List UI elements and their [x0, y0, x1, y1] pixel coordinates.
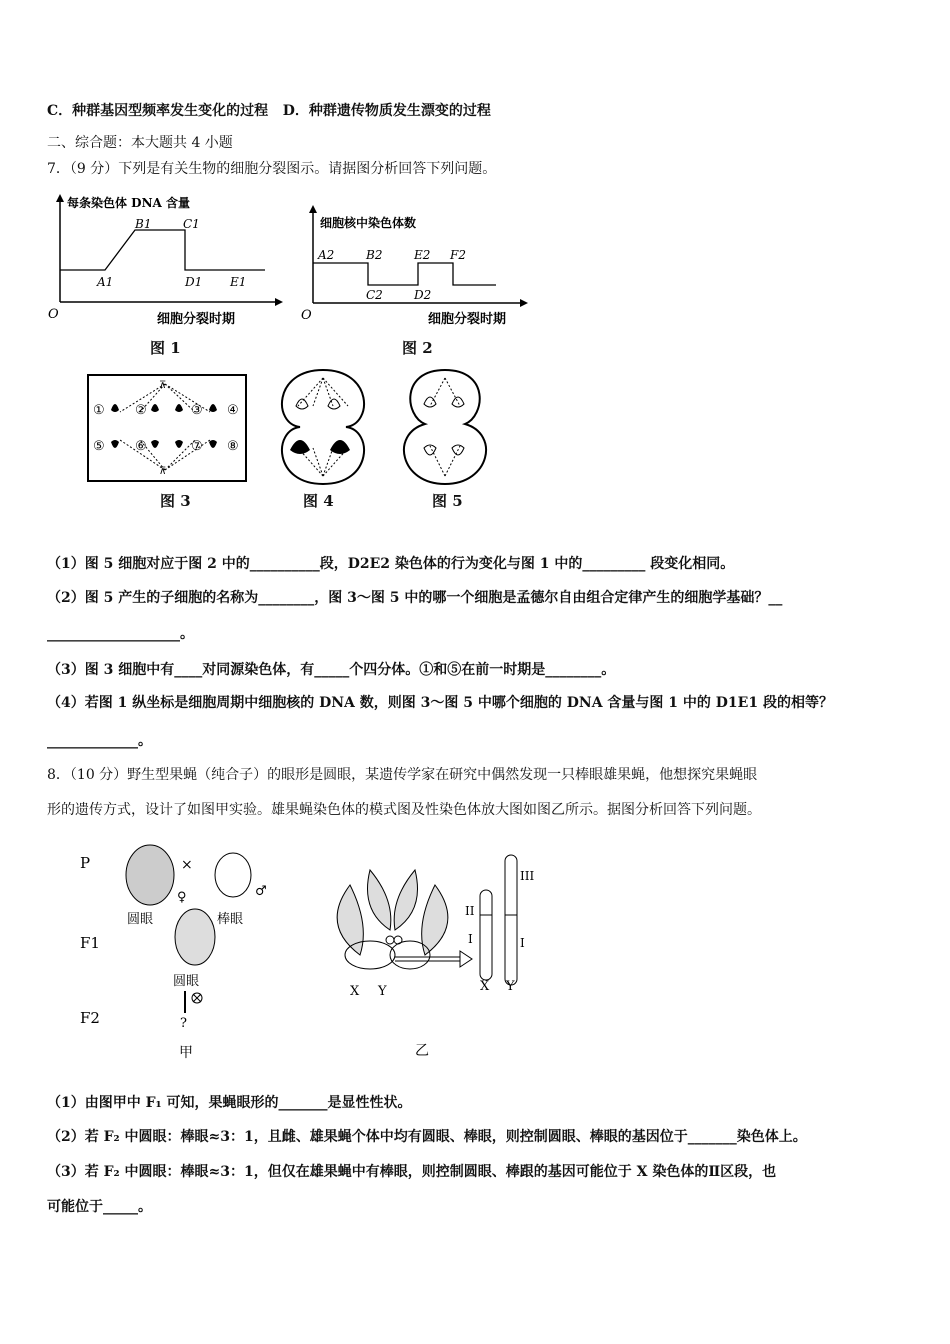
fig1-origin: O: [48, 307, 59, 322]
q8-stem-2: 形的遗传方式，设计了如图甲实验。雄果蝇染色体的模式图及性染色体放大图如图乙所示。据图分析回答下列问题。: [47, 802, 761, 818]
q7-sub4-a: （4）若图 1 纵坐标是细胞周期中细胞核的 DNA 数，则图 3～图 5 中哪个细胞的 DNA 含量与图 1 中的 D1E1 段的相等？: [47, 695, 833, 711]
figure-yi-chromosomes: [310, 845, 550, 1060]
yi-y: Y: [378, 984, 387, 999]
q8-sub2: （2）若 F₂ 中圆眼：棒眼≈3：1，且雌、雄果蝇个体中均有圆眼、棒眼，则控制圆眼、棒眼的基因位于_______染色体上。: [47, 1129, 807, 1145]
fig4-caption: 图 4: [303, 492, 334, 510]
fig1-c1: C1: [183, 217, 200, 231]
q7-sub2-a: （2）图 5 产生的子细胞的名称为________，图 3～图 5 中的哪一个细胞是孟德尔自由组合定律产生的细胞学基础？__: [47, 590, 783, 606]
fig1-xlabel: 细胞分裂时期: [157, 312, 236, 327]
yi-caption: 乙: [415, 1043, 429, 1059]
fig3-n2: ②: [135, 403, 147, 418]
q7-sub4-b: _____________。: [47, 733, 152, 749]
figure-1-graph: [45, 190, 285, 360]
fig3-caption: 图 3: [160, 492, 191, 510]
jia-question: ?: [180, 1016, 187, 1031]
fig3-n8: ⑧: [227, 439, 239, 454]
q8-sub1: （1）由图甲中 F₁ 可知，果蝇眼形的_______是显性性状。: [47, 1095, 412, 1111]
section-heading: 二、综合题：本大题共 4 小题: [47, 135, 233, 151]
q8-stem-1: 8．（10 分）野生型果蝇（纯合子）的眼形是圆眼，某遗传学家在研究中偶然发现一只棒眼雄果蝇，他想探究果蝇眼: [47, 767, 758, 783]
fig1-ylabel: 每条染色体 DNA 含量: [67, 196, 191, 210]
fig1-a1: A1: [97, 275, 114, 289]
fig1-e1: E1: [230, 275, 247, 289]
fig2-b2: B2: [366, 248, 383, 262]
yi-x: X: [350, 984, 360, 999]
jia-f1: F1: [80, 934, 100, 952]
fig2-caption: 图 2: [402, 339, 433, 357]
jia-bar: 棒眼: [217, 912, 244, 927]
jia-cross: ×: [181, 857, 193, 873]
fig3-n5: ⑤: [93, 439, 105, 454]
fig3-n1: ①: [93, 403, 105, 418]
yi-y2: Y: [506, 979, 515, 994]
q6-options: [47, 101, 491, 121]
jia-round: 圆眼: [127, 912, 154, 927]
figure-3-cell: [85, 372, 250, 484]
option-d: D．种群遗传物质发生漂变的过程: [282, 103, 491, 119]
q7-sub1: （1）图 5 细胞对应于图 2 中的__________段，D2E2 染色体的行为变化与图 1 中的_________ 段变化相同。: [47, 556, 735, 572]
fig2-d2: D2: [414, 288, 432, 302]
fig2-a2: A2: [318, 248, 335, 262]
fig2-f2: F2: [450, 248, 466, 262]
fig3-n3: ③: [191, 403, 203, 418]
q7-stem: 7．（9 分）下列是有关生物的细胞分裂图示。请据图分析回答下列问题。: [47, 161, 497, 177]
jia-p: P: [80, 854, 91, 872]
yi-region-ii: II: [465, 904, 475, 918]
figure-2-graph: [298, 205, 533, 335]
figure-5-cell: [390, 366, 500, 488]
svg-text:⊼: ⊼: [159, 380, 167, 391]
svg-text:⊼: ⊼: [159, 466, 167, 477]
jia-f1-round: 圆眼: [173, 974, 200, 989]
fig2-origin: O: [301, 308, 312, 323]
fig1-caption: 图 1: [150, 339, 181, 357]
fig1-d1: D1: [185, 275, 203, 289]
yi-region-iii: III: [520, 869, 535, 883]
figure-4-cell: [268, 366, 378, 488]
fig2-c2: C2: [366, 288, 383, 302]
fig3-n4: ④: [227, 403, 239, 418]
q7-sub3: （3）图 3 细胞中有____对同源染色体，有_____个四分体。①和⑤在前一时期是________。: [47, 662, 616, 678]
jia-female: ♀: [177, 890, 187, 905]
yi-region-i-y: I: [520, 936, 525, 950]
jia-caption: 甲: [179, 1045, 193, 1061]
q8-sub3-a: （3）若 F₂ 中圆眼：棒眼≈3：1，但仅在雄果蝇中有棒眼，则控制圆眼、棒跟的基因可能位于 X 染色体的Ⅱ区段，也: [47, 1164, 777, 1180]
jia-f2: F2: [80, 1009, 100, 1027]
yi-x2: X: [480, 979, 490, 994]
q8-sub3-b: 可能位于_____。: [47, 1199, 152, 1215]
fig5-caption: 图 5: [432, 492, 463, 510]
fig3-n6: ⑥: [135, 439, 147, 454]
fig2-xlabel: 细胞分裂时期: [428, 312, 507, 327]
yi-region-i: I: [468, 932, 473, 946]
option-c: C．种群基因型频率发生变化的过程: [47, 103, 269, 119]
q7-sub2-b: ___________________。: [47, 626, 194, 642]
jia-male: ♂: [255, 884, 267, 899]
fig3-n7: ⑦: [191, 439, 203, 454]
figure-jia-cross: [75, 835, 275, 1065]
fig2-ylabel: 细胞核中染色体数: [320, 216, 417, 230]
fig1-b1: B1: [135, 217, 152, 231]
fig2-e2: E2: [414, 248, 431, 262]
